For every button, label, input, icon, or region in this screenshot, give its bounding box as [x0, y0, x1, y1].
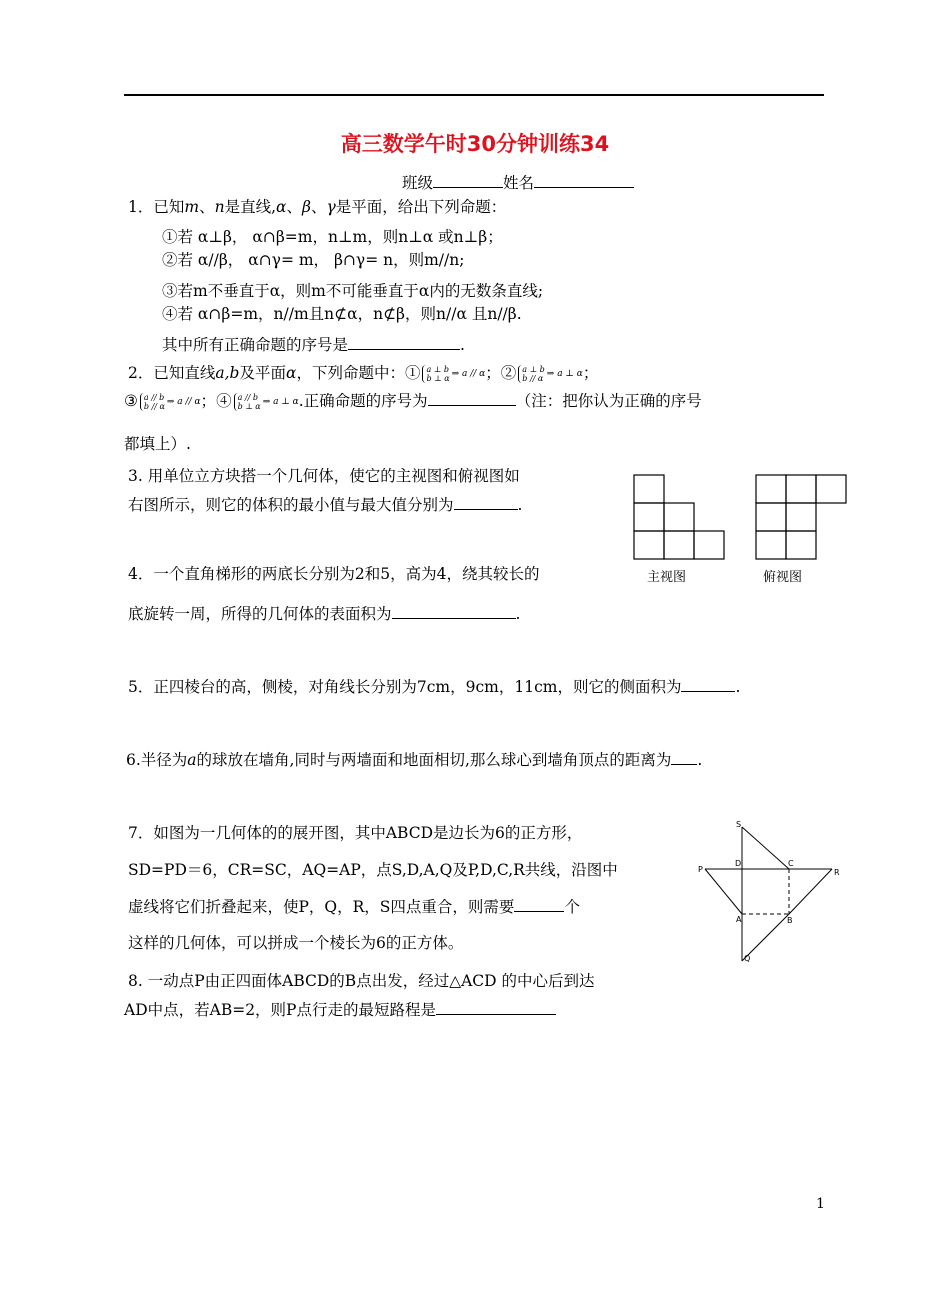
q1-alpha: α [276, 198, 287, 216]
q2-ab: a,b [215, 364, 240, 382]
front-view-label: 主视图 [647, 570, 687, 585]
q1-ask [162, 334, 465, 356]
top-view-cell [786, 531, 816, 559]
q6-end: . [697, 751, 703, 769]
q1-stem-b: 是直线, [224, 198, 277, 216]
q1-m: m [184, 198, 200, 216]
line-r-b [789, 869, 832, 914]
q3-line2-text: 右图所示，则它的体积的最小值与最大值分别为 [128, 496, 454, 514]
front-view-cell [664, 531, 694, 559]
q2-system-2 [518, 365, 545, 383]
top-view-cell [816, 475, 846, 503]
top-view-cell [756, 503, 786, 531]
q2-system-1 [422, 365, 449, 383]
q3-line2 [128, 494, 522, 516]
q8-line1: 8. 一动点P由正四面体ABCD的B点出发，经过△ACD 的中心后到达 [128, 972, 595, 990]
q2-s2-bot: b // α [522, 374, 544, 383]
q2-note: （注：把你认为正确的序号 [515, 392, 702, 410]
label-r: R [834, 868, 840, 877]
q1-proposition-4: ④若 α∩β=m，n//m且n⊄α，n⊄β，则n//α 且n//β. [162, 305, 522, 323]
label-s: S [736, 820, 742, 829]
label-a: A [736, 915, 742, 924]
q2-s3-result: ⇒ a // α [166, 397, 201, 407]
q1-stem-c: 是平面，给出下列命题： [335, 198, 507, 216]
label-d: D [735, 859, 742, 868]
q8-line2 [124, 999, 556, 1021]
q1-gamma: γ [326, 198, 336, 216]
q3-views-figure [630, 470, 860, 590]
q7-answer-blank[interactable] [514, 897, 564, 912]
q6-text-a: 6.半径为 [126, 751, 188, 769]
q2-s1-bot: b ⊥ α [426, 374, 450, 383]
top-view-cell [786, 475, 816, 503]
name-blank[interactable] [534, 173, 634, 188]
q1-end: . [460, 336, 465, 354]
front-view-grid [634, 475, 724, 559]
q2-choice-2: ② [500, 364, 517, 382]
q1-sep3: 、 [310, 198, 327, 216]
q1-sep2: 、 [286, 198, 302, 216]
q2-stem-b: 及平面 [239, 364, 286, 382]
q2-answer-blank[interactable] [428, 391, 516, 406]
top-view-cell [786, 503, 816, 531]
label-b: B [787, 916, 793, 925]
name-label: 姓名 [503, 174, 535, 192]
top-view-cell [756, 475, 786, 503]
q1-stem [128, 196, 506, 218]
q2-s1-top: a ⊥ b [426, 365, 449, 374]
q2-s2-top: a ⊥ b [522, 365, 545, 374]
q2-choice-4: ④ [216, 392, 232, 410]
top-view-label: 俯视图 [763, 570, 803, 585]
q6-line [126, 749, 702, 771]
q2-s4-bot: b ⊥ α [237, 402, 261, 411]
q2-system-3 [140, 393, 165, 411]
q8-answer-blank[interactable] [436, 1000, 556, 1015]
q1-beta: β [302, 198, 311, 216]
header-rule [124, 94, 824, 96]
q1-proposition-3: ③若m不垂直于α，则m不可能垂直于α内的无数条直线; [162, 282, 544, 300]
front-view-cell [664, 503, 694, 531]
student-info [402, 172, 634, 194]
q2-choice-3: ③ [124, 392, 138, 410]
q2-s4-top: a // b [237, 393, 258, 402]
q7-line3-end: 个 [564, 898, 580, 916]
q2-s1-result: ⇒ a // α [451, 369, 486, 379]
label-c: C [788, 859, 794, 868]
q4-answer-blank[interactable] [392, 604, 516, 619]
q4-line2-text: 底旋转一周，所得的几何体的表面积为 [128, 605, 392, 623]
page-title: 高三数学午时30分钟训练34 [340, 132, 610, 156]
q4-line2 [128, 603, 520, 625]
class-blank[interactable] [433, 173, 503, 188]
q5-answer-blank[interactable] [681, 677, 735, 692]
q2-semi3: ； [200, 392, 217, 410]
q7-line1: 7．如图为一几何体的的展开图，其中ABCD是边长为6的正方形， [128, 824, 583, 842]
q6-answer-blank[interactable] [671, 750, 697, 765]
front-view-cell [694, 531, 724, 559]
q2-s4-result: ⇒ a ⊥ α [262, 397, 299, 407]
front-view-cell [634, 503, 664, 531]
q2-s3-top: a // b [143, 393, 165, 402]
q2-semi2: ； [582, 364, 599, 382]
q2-semi1: ； [485, 364, 501, 382]
q2-alpha: α [285, 364, 297, 382]
q2-line2 [124, 390, 702, 413]
q7-net-figure [695, 815, 845, 970]
q2-line1 [128, 362, 598, 385]
q5-text: 5．正四棱台的高，侧棱，对角线长分别为7cm，9cm，11cm，则它的侧面积为 [128, 678, 682, 696]
q2-ask: .正确命题的序号为 [298, 392, 428, 410]
q8-line2-text: AD中点，若AB=2，则P点行走的最短路程是 [124, 1001, 436, 1019]
label-p: P [698, 865, 703, 874]
q1-stem-a: 1．已知 [128, 198, 185, 216]
q2-stem-a: 2．已知直线 [128, 364, 216, 382]
q4-line1: 4．一个直角梯形的两底长分别为2和5，高为4，绕其较长的 [128, 565, 540, 583]
label-q: Q [744, 954, 751, 963]
q2-note-end: 都填上）. [124, 435, 191, 453]
q2-s3-bot: b // α [143, 402, 165, 411]
front-view-cell [634, 531, 664, 559]
q7-line3-text: 虚线将它们折叠起来，使P，Q，R，S四点重合，则需要 [128, 898, 515, 916]
top-view-cell [756, 531, 786, 559]
q1-answer-blank[interactable] [348, 335, 460, 350]
q4-end: . [515, 605, 521, 623]
q1-proposition-2: ②若 α//β， α∩γ= m， β∩γ= n，则m//n; [162, 251, 465, 269]
page-number: 1 [816, 1196, 825, 1212]
q7-line4: 这样的几何体，可以拼成一个棱长为6的正方体。 [128, 934, 464, 952]
q6-a: a [187, 751, 197, 769]
q2-choice-1: ① [404, 364, 421, 382]
front-view-cell [634, 475, 664, 503]
q2-stem-c: ，下列命题中： [296, 364, 405, 382]
q1-n: n [214, 198, 225, 216]
q3-line1: 3. 用单位立方块搭一个几何体，使它的主视图和俯视图如 [128, 467, 520, 485]
line-s-c [742, 827, 789, 869]
q3-end: . [517, 496, 523, 514]
q7-line3 [128, 896, 580, 918]
q5-line [128, 676, 740, 698]
top-view-grid [756, 475, 846, 559]
line-p-a [705, 869, 742, 914]
q2-system-4 [234, 393, 261, 411]
q1-proposition-1: ①若 α⊥β， α∩β=m，n⊥m，则n⊥α 或n⊥β； [162, 228, 503, 246]
q1-ask-text: 其中所有正确命题的序号是 [162, 336, 349, 354]
q2-s2-result: ⇒ a ⊥ α [546, 369, 583, 379]
q7-line2: SD=PD＝6，CR=SC，AQ=AP，点S,D,A,Q及P,D,C,R共线，沿图中 [128, 861, 618, 879]
q6-text-b: 的球放在墙角,同时与两墙面和地面相切,那么球心到墙角顶点的距离为 [196, 751, 672, 769]
q1-sep1: 、 [199, 198, 215, 216]
q3-answer-blank[interactable] [454, 495, 518, 510]
q5-end: . [735, 678, 741, 696]
class-label: 班级 [402, 174, 434, 192]
